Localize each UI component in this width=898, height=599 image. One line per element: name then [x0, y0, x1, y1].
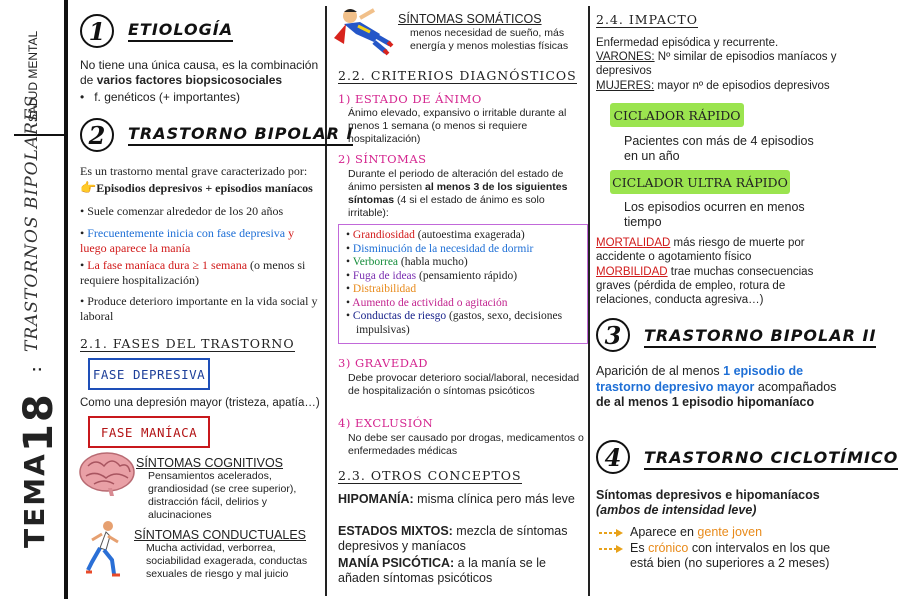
section-2-number: 2	[80, 118, 114, 152]
bipolar1-b2: • Frecuentemente inicia con fase depresiva y luego aparece la manía	[80, 226, 295, 255]
bipolar1-key: 👉Episodios depresivos + episodios maníacos	[80, 180, 313, 195]
section-23-title: 2.3. OTROS CONCEPTOS	[338, 468, 522, 483]
criterio-4-desc: No debe ser causado por drogas, medicamentos o enfermedades médicas	[348, 432, 584, 457]
section-4-number: 4	[596, 440, 630, 474]
somaticos-desc: menos necesidad de sueño, más energía y menos molestias físicas	[410, 27, 569, 52]
mania-psicotica: MANÍA PSICÓTICA: a la manía se le añaden síntomas psicóticos	[338, 556, 546, 585]
sidebar	[6, 0, 66, 599]
section-22-title: 2.2. CRITERIOS DIAGNÓSTICOS	[338, 68, 577, 83]
ciclotimico-a2: Es crónico con intervalos en los que está bien (no superiores a 2 meses)	[630, 541, 831, 570]
ciclotimico-p1: Síntomas depresivos e hipomaníacos	[596, 488, 820, 502]
impacto-p1: Enfermedad episódica y recurrente.	[596, 37, 779, 49]
estados-mixtos: ESTADOS MIXTOS: mezcla de síntomas depresivos y maníacos	[338, 524, 568, 553]
section-3-number: 3	[596, 318, 630, 352]
cognitivos-title: SÍNTOMAS COGNITIVOS	[136, 456, 284, 470]
section-1-title: ETIOLOGÍA	[128, 20, 233, 42]
sintoma-verborrea: • Verborrea (habla mucho)	[346, 256, 468, 268]
superhero-icon	[330, 4, 394, 56]
conductuales-title: SÍNTOMAS CONDUCTUALES	[134, 528, 307, 542]
runner-icon	[84, 520, 124, 578]
cognitivos-desc: Pensamientos acelerados, grandiosidad (se cree superior), distracción fácil, delirios y alucinaciones	[148, 470, 297, 521]
column-divider-2	[588, 6, 590, 596]
ciclotimico-p2: (ambos de intensidad leve)	[596, 503, 757, 517]
ciclador-rapido-desc: Pacientes con más de 4 episodios en un año	[624, 134, 814, 163]
conductuales-desc: Mucha actividad, verborrea, sociabilidad exagerada, conductas sexuales de riesgo y mal juicio	[146, 542, 308, 580]
criterio-3-desc: Debe provocar deterioro social/laboral, necesidad de hospitalización o síntomas psicóticos	[348, 372, 580, 397]
sintomas-list	[346, 229, 582, 337]
criterio-4-label: 4) EXCLUSIÓN	[338, 416, 434, 430]
mortalidad: MORTALIDAD más riesgo de muerte por accidente o agotamiento físico	[596, 237, 805, 263]
brain-icon	[78, 450, 136, 496]
ciclador-rapido-badge: CICLADOR RÁPIDO	[610, 103, 744, 127]
impacto-varones: VARONES: Nº similar de episodios maníacos y depresivos	[596, 51, 837, 77]
criterio-3-label: 3) GRAVEDAD	[338, 356, 428, 370]
tema-label: TEMA	[18, 452, 51, 548]
fase-depresiva-box: FASE DEPRESIVA	[88, 358, 210, 390]
topic-label: TRASTORNOS BIPOLARES	[22, 94, 42, 352]
sintoma-distraibilidad: • Distraibilidad	[346, 283, 417, 295]
morbilidad: MORBILIDAD trae muchas consecuencias graves (pérdida de empleo, rotura de relaciones, conducta agresiva…)	[596, 266, 814, 306]
ciclador-ultra-desc: Los episodios ocurren en menos tiempo	[624, 200, 805, 229]
somaticos-title: SÍNTOMAS SOMÁTICOS	[398, 12, 542, 26]
tema-colon: :	[28, 366, 45, 372]
sintoma-fuga-ideas: • Fuga de ideas (pensamiento rápido)	[346, 269, 518, 282]
fase-maniaca-box: FASE MANÍACA	[88, 416, 210, 448]
etiologia-text: No tiene una única causa, es la combinación de varios factores biopsicosociales	[80, 58, 319, 87]
section-24-title: 2.4. IMPACTO	[596, 12, 699, 27]
section-1-number: 1	[80, 14, 114, 48]
column-divider-1	[325, 6, 327, 596]
subject-label: SALUD MENTAL	[26, 30, 40, 122]
section-3-title: TRASTORNO BIPOLAR II	[644, 326, 876, 348]
bipolar1-b4: • Produce deterioro importante en la vida social y laboral	[80, 294, 318, 323]
bipolar1-intro: Es un trastorno mental grave caracterizado por:	[80, 164, 308, 178]
section-21-title: 2.1. FASES DEL TRASTORNO	[80, 336, 295, 351]
sidebar-divider	[64, 0, 68, 599]
criterio-2-label: 2) SÍNTOMAS	[338, 152, 427, 166]
impacto-mujeres: MUJERES: mayor nº de episodios depresivos	[596, 80, 830, 92]
sintoma-sueno: • Disminución de la necesidad de dormir	[346, 242, 534, 255]
arrow-icon	[598, 528, 624, 538]
ciclotimico-a1: Aparece en gente joven	[630, 525, 763, 539]
criterio-1-label: 1) ESTADO DE ÁNIMO	[338, 92, 482, 106]
sintoma-grandiosidad: • Grandiosidad (autoestima exagerada)	[346, 229, 525, 241]
hipomania: HIPOMANÍA: misma clínica pero más leve	[338, 492, 575, 506]
sintoma-actividad: • Aumento de actividad o agitación	[346, 296, 508, 309]
bipolar1-b1: • Suele comenzar alrededor de los 20 años	[80, 204, 284, 218]
etiologia-bullet: • f. genéticos (+ importantes)	[80, 90, 240, 104]
bipolar1-b3: • La fase maníaca dura ≥ 1 semana (o menos si requiere hospitalización)	[80, 258, 306, 287]
fase-depresiva-desc: Como una depresión mayor (tristeza, apatía…)	[80, 397, 320, 409]
sintoma-riesgo: • Conductas de riesgo (gastos, sexo, decisiones impulsivas)	[346, 310, 563, 336]
criterio-2-desc: Durante el periodo de alteración del estado de ánimo persisten al menos 3 de los siguientes síntomas (4 si el estado de ánimo es solo irritable):	[348, 168, 568, 219]
section-4-title: TRASTORNO CICLOTÍMICO	[644, 448, 898, 470]
ciclador-ultra-badge: CICLADOR ULTRA RÁPIDO	[610, 170, 790, 194]
bipolar2-text: Aparición de al menos 1 episodio de trastorno depresivo mayor acompañados de al menos 1 episodio hipomaníaco	[596, 364, 837, 409]
arrow-icon	[598, 544, 624, 554]
section-2-title: TRASTORNO BIPOLAR I	[128, 124, 353, 146]
pointing-hand-icon: 👉	[80, 180, 97, 195]
criterio-1-desc: Ánimo elevado, expansivo o irritable durante al menos 1 semana (o menos si requiere hospitalización)	[348, 107, 567, 145]
tema-number: 18	[16, 392, 62, 452]
